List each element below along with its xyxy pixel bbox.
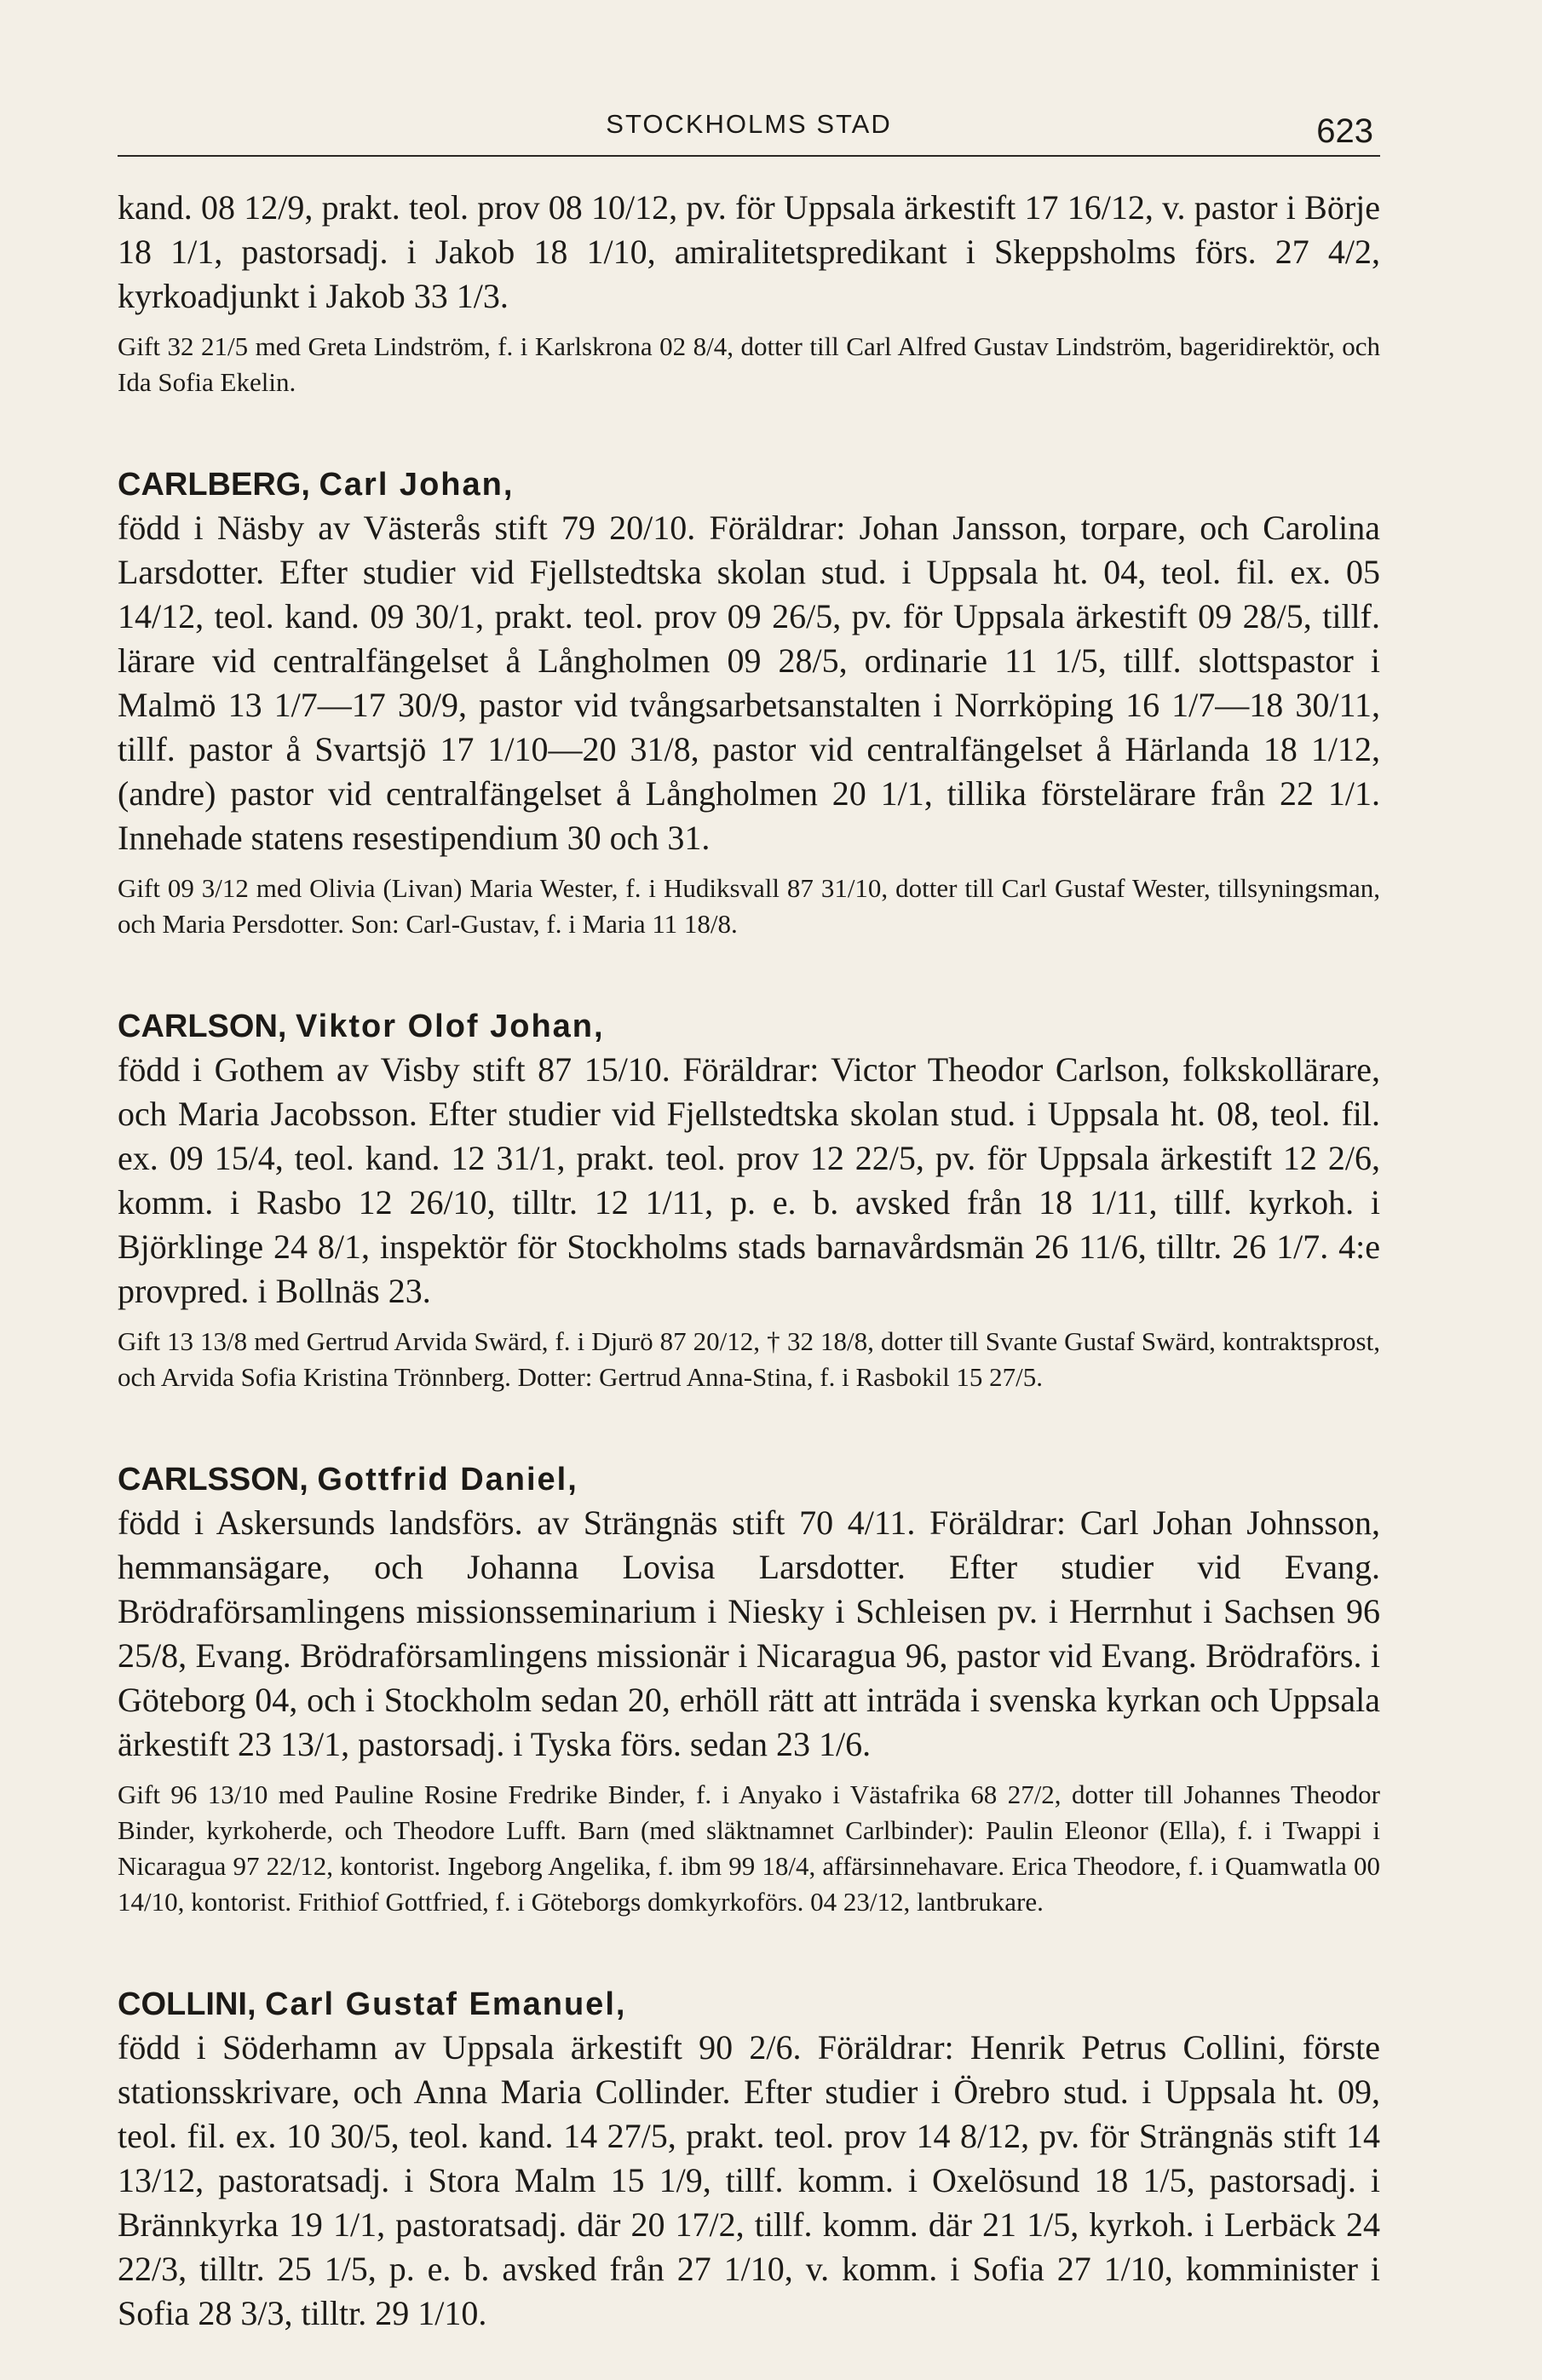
entry-given-names: Carl Johan, [319,467,515,503]
entry-name [118,1005,1380,1048]
entry-surname: CARLSON, [118,1009,287,1044]
entry-given-names: Viktor Olof Johan, [296,1009,605,1044]
entry-biography: född i Gothem av Visby stift 87 15/10. Föräldrar: Victor Theodor Carlson, folkskollärare, och Maria Jacobsson. Efter studier vid Fjellstedtska skolan stud. i Uppsala ht. 08, teol. fil. ex. 09 15/4, teol. kand. 12 31/1, prakt. teol. prov 12 22/5, pv. för Uppsala ärkestift 12 2/6, komm. i Rasbo 12 26/10, tilltr. 12 1/11, p. e. b. avsked från 18 1/11, tillf. kyrkoh. i Björklinge 24 8/1, inspektör för Stockholms stads barnavårdsmän 26 11/6, tilltr. 26 1/7. 4:e provpred. i Bollnäs 23. [118,1050,1380,1310]
entry-name [118,1458,1380,1501]
entry-carlsson [118,1458,1380,1920]
running-head: STOCKHOLMS STAD [606,109,892,139]
page-header [118,102,1380,157]
continuation-text: kand. 08 12/9, prakt. teol. prov 08 10/12, pv. för Uppsala ärkestift 17 16/12, v. pastor i Börje 18 1/1, pastorsadj. i Jakob 18 1/10, amiralitetspredikant i Skeppsholms förs. 27 4/2, kyrkoadjunkt i Jakob 33 1/3. [118,188,1380,315]
entry-surname: CARLSSON, [118,1462,308,1498]
entry-carlson [118,1005,1380,1395]
entry-name [118,463,1380,506]
entry-surname: CARLBERG, [118,467,310,503]
entry-biography: född i Askersunds landsförs. av Strängnäs stift 70 4/11. Föräldrar: Carl Johan Johnsson, hemmansägare, och Johanna Lovisa Larsdotter. Efter studier vid Evang. Brödraförsamlingens missionsseminarium i Niesky i Schleisen pv. i Herrnhut i Sachsen 96 25/8, Evang. Brödraförsamlingens missionär i Nicaragua 96, pastor vid Evang. Brödraförs. i Göteborg 04, och i Stockholm sedan 20, erhöll rätt att inträda i svenska kyrkan och Uppsala ärkestift 23 13/1, pastorsadj. i Tyska förs. sedan 23 1/6. [118,1503,1380,1763]
entry-name [118,1983,1380,2026]
entry-surname: COLLINI, [118,1986,256,2022]
page-number: 623 [1316,112,1373,150]
entry-family: Gift 13 13/8 med Gertrud Arvida Swärd, f. i Djurö 87 20/12, † 32 18/8, dotter till Svante Gustaf Swärd, kontraktsprost, och Arvida Sofia Kristina Trönnberg. Dotter: Gertrud Anna-Stina, f. i Rasbokil 15 27/5. [118,1326,1380,1392]
entry-family: Gift 09 3/12 med Olivia (Livan) Maria Wester, f. i Hudiksvall 87 31/10, dotter till Carl Gustaf Wester, tillsyningsman, och Maria Persdotter. Son: Carl-Gustav, f. i Maria 11 18/8. [118,873,1380,939]
entry-given-names: Gottfrid Daniel, [317,1462,578,1498]
entry-carlberg [118,463,1380,942]
entry-collini [118,1983,1380,2336]
continuation-family: Gift 32 21/5 med Greta Lindström, f. i Karlskrona 02 8/4, dotter till Carl Alfred Gustav Lindström, bageridirektör, och Ida Sofia Ekelin. [118,331,1380,397]
entry-biography: född i Näsby av Västerås stift 79 20/10. Föräldrar: Johan Jansson, torpare, och Carolina Larsdotter. Efter studier vid Fjellstedtska skolan stud. i Uppsala ht. 04, teol. fil. ex. 05 14/12, teol. kand. 09 30/1, prakt. teol. prov 09 26/5, pv. för Uppsala ärkestift 09 28/5, tillf. lärare vid centralfängelset å Långholmen 09 28/5, ordinarie 11 1/5, tillf. slottspastor i Malmö 13 1/7—17 30/9, pastor vid tvångsarbetsanstalten i Norrköping 16 1/7—18 30/11, tillf. pastor å Svartsjö 17 1/10—20 31/8, pastor vid centralfängelset å Härlanda 18 1/12, (andre) pastor vid centralfängelset å Långholmen 20 1/1, tillika förstelärare från 22 1/1. Innehade statens resestipendium 30 och 31. [118,509,1380,857]
entry-given-names: Carl Gustaf Emanuel, [265,1986,627,2022]
entry-family: Gift 96 13/10 med Pauline Rosine Fredrike Binder, f. i Anyako i Västafrika 68 27/2, dotter till Johannes Theodor Binder, kyrkoherde, och Theodore Lufft. Barn (med släktnamnet Carlbinder): Paulin Eleonor (Ella), f. i Twappi i Nicaragua 97 22/12, kontorist. Ingeborg Angelika, f. ibm 99 18/4, affärsinnehavare. Erica Theodore, f. i Quamwatla 00 14/10, kontorist. Frithiof Gottfried, f. i Göteborgs domkyrkoförs. 04 23/12, lantbrukare. [118,1779,1380,1917]
entry-biography: född i Söderhamn av Uppsala ärkestift 90 2/6. Föräldrar: Henrik Petrus Collini, förste stationsskrivare, och Anna Maria Collinder. Efter studier i Örebro stud. i Uppsala ht. 09, teol. fil. ex. 10 30/5, teol. kand. 14 27/5, prakt. teol. prov 14 8/12, pv. för Strängnäs stift 14 13/12, pastoratsadj. i Stora Malm 15 1/9, tillf. komm. i Oxelösund 18 1/5, pastorsadj. i Brännkyrka 19 1/1, pastoratsadj. där 20 17/2, tillf. komm. där 21 1/5, kyrkoh. i Lerbäck 24 22/3, tilltr. 25 1/5, p. e. b. avsked från 27 1/10, v. komm. i Sofia 27 1/10, komminister i Sofia 28 3/3, tilltr. 29 1/10. [118,2028,1380,2332]
page-content [118,186,1380,2336]
